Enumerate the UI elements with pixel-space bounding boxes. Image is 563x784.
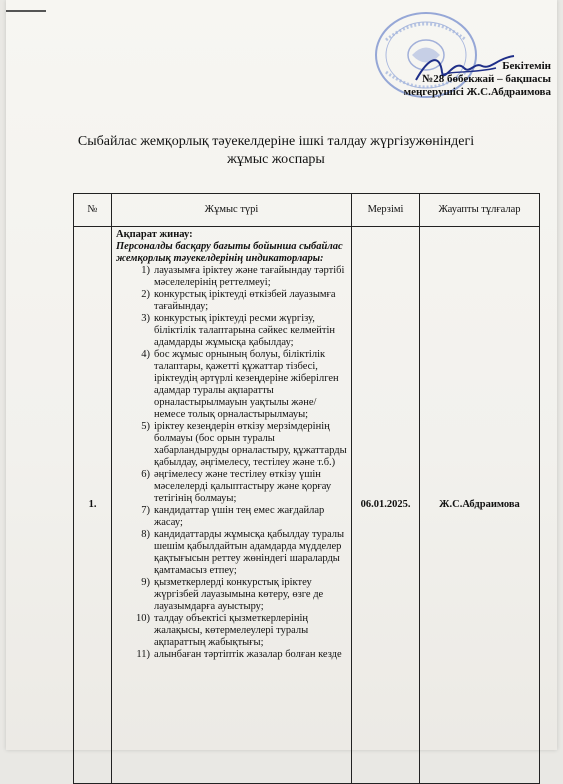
- list-item: 7) кандидаттар үшін тең емес жағдайлар жасау;: [141, 505, 325, 528]
- responsible-cell: Ж.С.Абдраимова: [420, 227, 540, 784]
- list-item: 8) кандидаттарды жұмысқа қабылдау туралы шешім қабылдайтын адамдарда мүдделер қақтығысын реттеу жөніндегі шараларды қамтамасыз етпеу;: [141, 529, 345, 576]
- list-item: 11) алынбаған тәртіптік жазалар болған кезде: [136, 649, 342, 660]
- work-plan-table: [73, 193, 540, 784]
- approval-label: Бекітемін: [502, 60, 551, 72]
- title-line-2: жұмыс жоспары: [227, 152, 325, 167]
- work-heading: Ақпарат жинау:: [116, 229, 193, 240]
- table-header-row: [74, 194, 540, 227]
- list-item: 9) қызметкерлерді конкурстық іріктеу жүргізбей лауазымына көтеру, өзге де лауазымдарға ауыстыру;: [141, 577, 324, 612]
- list-item: 1) лауазымға іріктеу және тағайындау тәртібі мәселелерінің реттелмеуі;: [141, 265, 345, 288]
- work-description-cell: [112, 227, 352, 784]
- header-term: Мерзімі: [352, 194, 420, 227]
- list-item: 5) іріктеу кезеңдерін өткізу мерзімдерінің болмауы (бос орын туралы хабарландыруды орналастыру, құжаттарды қабылдау, әңгімелесу, тестілеу және т.б.): [141, 421, 347, 468]
- list-item: 4) бос жұмыс орнының болуы, біліктілік талаптары, қажетті құжаттар тізбесі, іріктеудің әртүрлі кезеңдеріне жіберілген адамдар туралы ақпаратты орналастырылмауын уақтылы және/немесе толық орналастырылмауы;: [141, 349, 339, 420]
- header-work-type: Жұмыс түрі: [112, 194, 352, 227]
- document-page: [6, 0, 557, 750]
- work-subheading: Персоналды басқару бағыты бойынша сыбайлас жемқорлық тәуекелдерінің индикаторлары:: [116, 241, 343, 264]
- list-item: 6) әңгімелесу және тестілеу өткізу үшін мәселелерді қалыптастыру және қорғау тетігінің болмауы;: [141, 469, 332, 504]
- row-number: 1.: [74, 227, 112, 784]
- list-item: 10) талдау объектісі қызметкерлерінің жалақысы, көтермелеулері туралы ақпараттың жабықтығы;: [136, 613, 309, 648]
- term-cell: 06.01.2025.: [352, 227, 420, 784]
- table-row: [74, 227, 540, 784]
- corner-mark: [6, 10, 46, 12]
- approval-organization: №28 бөбекжай – бақшасы: [422, 73, 551, 85]
- indicator-list: [116, 265, 347, 661]
- header-number: №: [74, 194, 112, 227]
- title-line-1: Сыбайлас жемқорлық тәуекелдеріне ішкі талдау жүргізужөніндегі: [77, 134, 475, 149]
- document-title: [76, 133, 476, 169]
- list-item: 3) конкурстық іріктеуді ресми жүргізу, біліктілік талаптарына сәйкес келмейтін адамдарды жұмысқа қабылдау;: [141, 313, 335, 348]
- approval-head: меңгерушісі Ж.С.Абдраимова: [403, 86, 551, 98]
- header-responsible: Жауапты тұлғалар: [420, 194, 540, 227]
- approval-block: [351, 60, 551, 99]
- list-item: 2) конкурстық іріктеуді өткізбей лауазымға тағайындау;: [141, 289, 336, 312]
